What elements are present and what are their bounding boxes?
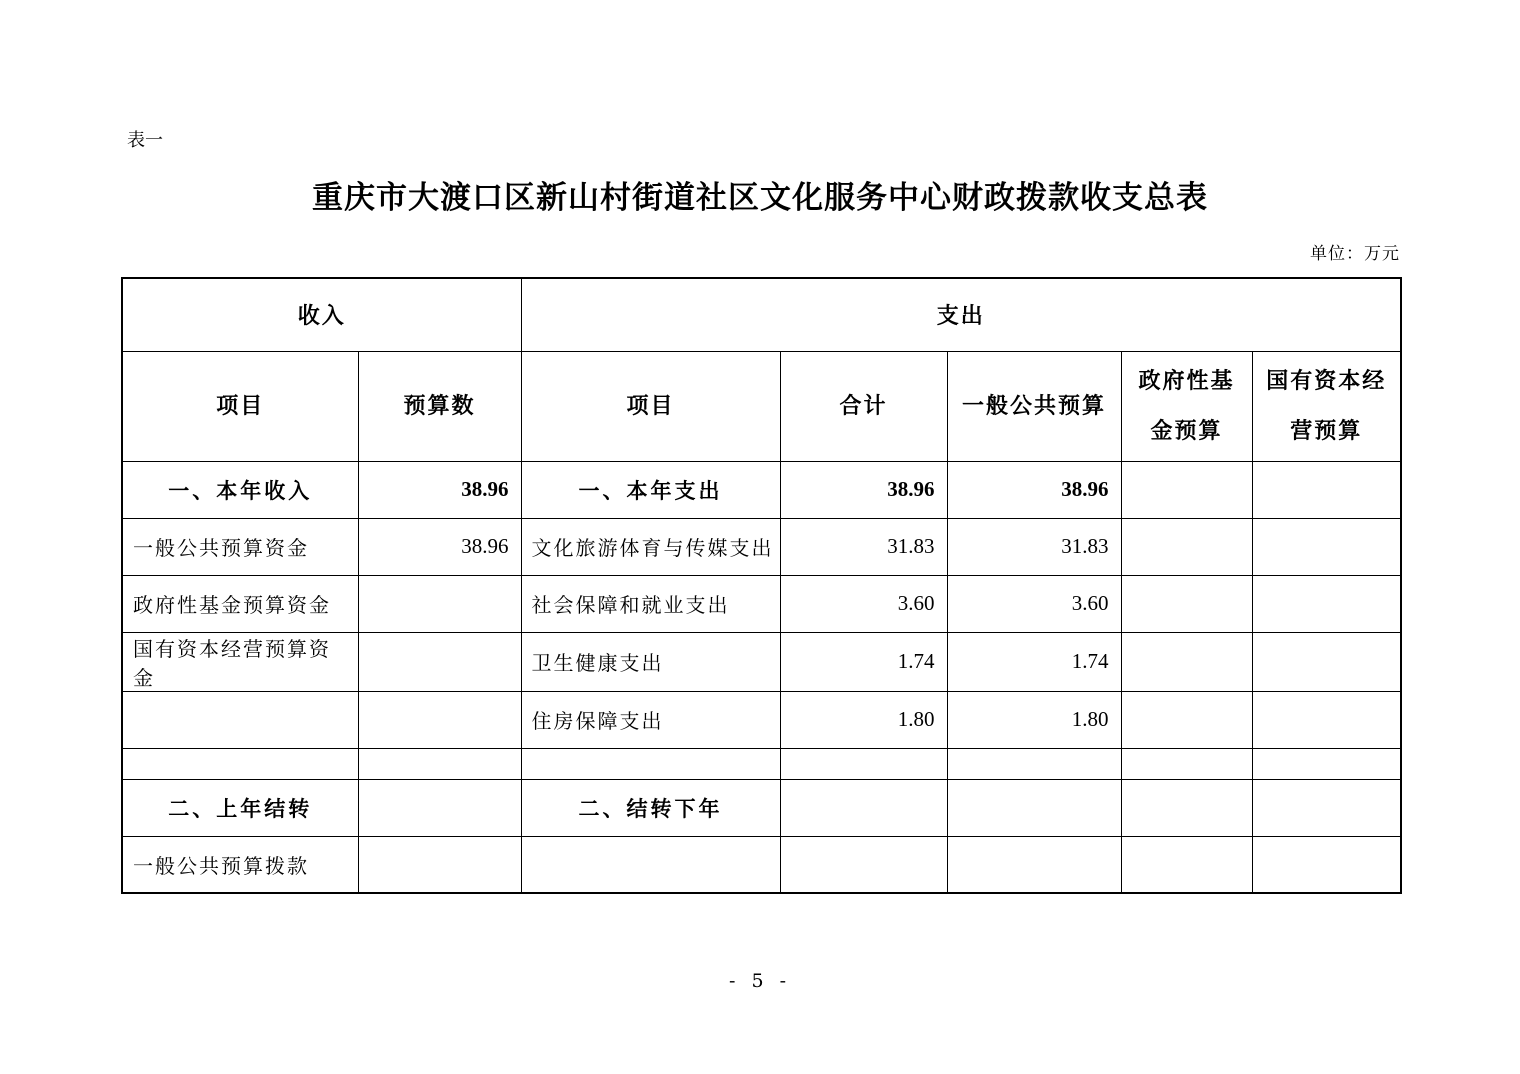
- cell-expense-general: 1.80: [947, 691, 1121, 748]
- cell-expense-item: 文化旅游体育与传媒支出: [521, 518, 780, 575]
- cell-expense-total: 3.60: [780, 575, 947, 632]
- cell-expense-gov-fund: [1121, 779, 1252, 836]
- cell-expense-total: [780, 748, 947, 779]
- cell-expense-total: 1.80: [780, 691, 947, 748]
- table-row: [122, 748, 1401, 779]
- page-number: - 5 -: [728, 970, 791, 992]
- cell-expense-state-capital: [1252, 461, 1401, 518]
- cell-income-budget: [358, 691, 521, 748]
- cell-expense-item: [521, 748, 780, 779]
- cell-income-item: 政府性基金预算资金: [122, 575, 358, 632]
- table-row: [122, 518, 1401, 575]
- cell-expense-general: 1.74: [947, 632, 1121, 691]
- cell-expense-state-capital: [1252, 632, 1401, 691]
- cell-expense-gov-fund: [1121, 518, 1252, 575]
- cell-expense-gov-fund: [1121, 461, 1252, 518]
- cell-income-item: 一般公共预算拨款: [122, 836, 358, 893]
- cell-income-budget: [358, 575, 521, 632]
- cell-expense-gov-fund: [1121, 691, 1252, 748]
- cell-expense-total: 31.83: [780, 518, 947, 575]
- cell-expense-state-capital: [1252, 748, 1401, 779]
- cell-expense-item: 二、结转下年: [521, 779, 780, 836]
- cell-expense-gov-fund: [1121, 632, 1252, 691]
- col-header-expense-gov-fund-budget: 政府性基金预算: [1121, 351, 1252, 461]
- cell-income-budget: 38.96: [358, 461, 521, 518]
- unit-note: 单位：万元: [1310, 244, 1400, 264]
- expense-section-header: 支出: [521, 278, 1401, 351]
- cell-expense-state-capital: [1252, 779, 1401, 836]
- cell-income-item: [122, 748, 358, 779]
- cell-expense-item: 卫生健康支出: [521, 632, 780, 691]
- cell-income-item: 一、本年收入: [122, 461, 358, 518]
- cell-expense-state-capital: [1252, 691, 1401, 748]
- table-row: [122, 691, 1401, 748]
- cell-income-budget: [358, 779, 521, 836]
- table-row: [122, 632, 1401, 691]
- cell-income-budget: 38.96: [358, 518, 521, 575]
- cell-expense-general: [947, 748, 1121, 779]
- cell-income-item: 国有资本经营预算资金: [122, 632, 358, 691]
- cell-expense-gov-fund: [1121, 748, 1252, 779]
- cell-expense-general: [947, 836, 1121, 893]
- cell-income-budget: [358, 632, 521, 691]
- table-row: [122, 779, 1401, 836]
- col-header-income-budget: 预算数: [358, 351, 521, 461]
- cell-income-budget: [358, 748, 521, 779]
- cell-expense-total: [780, 779, 947, 836]
- cell-expense-item: 社会保障和就业支出: [521, 575, 780, 632]
- table-row: [122, 836, 1401, 893]
- cell-expense-gov-fund: [1121, 836, 1252, 893]
- cell-income-item: 二、上年结转: [122, 779, 358, 836]
- cell-expense-state-capital: [1252, 836, 1401, 893]
- table-row: [122, 461, 1401, 518]
- cell-expense-gov-fund: [1121, 575, 1252, 632]
- cell-income-item: [122, 691, 358, 748]
- cell-expense-state-capital: [1252, 575, 1401, 632]
- col-header-expense-total: 合计: [780, 351, 947, 461]
- cell-expense-general: 38.96: [947, 461, 1121, 518]
- cell-expense-total: [780, 836, 947, 893]
- col-header-expense-state-capital-budget: 国有资本经营预算: [1252, 351, 1401, 461]
- column-header-row: [122, 351, 1401, 461]
- cell-expense-item: [521, 836, 780, 893]
- cell-income-budget: [358, 836, 521, 893]
- cell-expense-general: 3.60: [947, 575, 1121, 632]
- income-section-header: 收入: [122, 278, 521, 351]
- table-row: [122, 575, 1401, 632]
- col-header-expense-general-budget: 一般公共预算: [947, 351, 1121, 461]
- budget-table: [121, 277, 1402, 894]
- cell-expense-general: [947, 779, 1121, 836]
- col-header-expense-item: 项目: [521, 351, 780, 461]
- cell-income-item: 一般公共预算资金: [122, 518, 358, 575]
- cell-expense-total: 38.96: [780, 461, 947, 518]
- cell-expense-item: 住房保障支出: [521, 691, 780, 748]
- page-title: 重庆市大渡口区新山村街道社区文化服务中心财政拨款收支总表: [312, 180, 1208, 215]
- cell-expense-total: 1.74: [780, 632, 947, 691]
- section-header-row: [122, 278, 1401, 351]
- table-label: 表一: [127, 130, 163, 151]
- cell-expense-item: 一、本年支出: [521, 461, 780, 518]
- col-header-income-item: 项目: [122, 351, 358, 461]
- cell-expense-general: 31.83: [947, 518, 1121, 575]
- cell-expense-state-capital: [1252, 518, 1401, 575]
